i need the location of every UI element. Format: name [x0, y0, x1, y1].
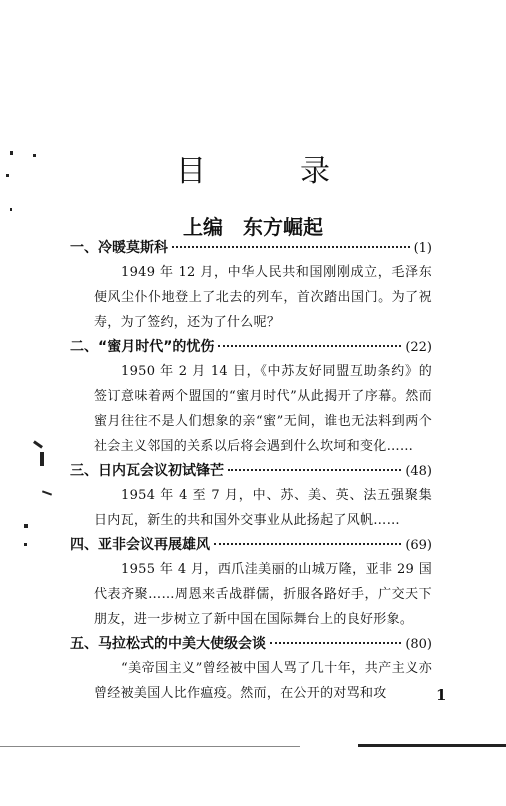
toc-entry — [70, 533, 432, 632]
toc-entry-summary: 1949 年 12 月，中华人民共和国刚刚成立，毛泽东便风尘仆仆地登上了北去的列车，首次踏出国门。为了祝寿，为了签约，还为了什么呢？ — [94, 265, 432, 330]
dot-leader — [172, 246, 410, 248]
toc-entry-number: 三、 — [70, 463, 98, 479]
table-of-contents — [70, 236, 432, 706]
toc-entry-title: 冷暖莫斯科 — [98, 240, 168, 256]
part-title: 上编 东方崛起 — [183, 215, 323, 239]
dot-leader — [218, 345, 401, 347]
toc-entry-heading — [70, 632, 432, 656]
footer-rule-left — [0, 746, 300, 747]
toc-entry-number: 五、 — [70, 636, 98, 652]
toc-entry — [70, 236, 432, 335]
scan-mark — [24, 524, 28, 528]
toc-entry-title: 马拉松式的中美大使级会谈 — [98, 636, 266, 652]
scan-mark — [33, 440, 43, 448]
toc-entry-title: 亚非会议再展雄风 — [98, 537, 210, 553]
toc-entry-title: 日内瓦会议初试锋芒 — [98, 463, 224, 479]
toc-entry-page: (48) — [405, 464, 432, 479]
toc-entry-heading — [70, 236, 432, 260]
toc-entry-summary: 1950 年 2 月 14 日，《中苏友好同盟互助条约》的签订意味着两个盟国的“蜜月时代”从此揭开了序幕。然而蜜月往往不是人们想象的亲“蜜”无间，谁也无法料到两个社会主义邻国的关系以后将会遇到什么坎坷和变化…… — [94, 364, 432, 454]
toc-entry-heading — [70, 533, 432, 557]
toc-entry-title: “蜜月时代”的忧伤 — [98, 339, 215, 355]
toc-entry — [70, 459, 432, 533]
footer-rule-right — [358, 744, 506, 747]
toc-entry-number: 四、 — [70, 537, 98, 553]
toc-entry-summary: “美帝国主义”曾经被中国人骂了几十年，共产主义亦曾经被美国人比作瘟疫。然而，在公开的对骂和攻 — [94, 661, 432, 701]
toc-entry-heading — [70, 335, 432, 359]
scan-mark — [42, 490, 52, 495]
toc-entry-page: (80) — [405, 637, 432, 652]
scan-mark — [40, 452, 44, 466]
toc-entry-summary: 1955 年 4 月，西爪洼美丽的山城万隆，亚非 29 国代表齐聚……周恩来舌战群儒，折服各路好手，广交天下朋友，进一步树立了新中国在国际舞台上的良好形象。 — [94, 562, 432, 627]
toc-entry-number: 二、 — [70, 339, 98, 355]
toc-entry-number: 一、 — [70, 240, 98, 256]
dot-leader — [228, 469, 401, 471]
toc-entry-page: (1) — [413, 241, 432, 256]
dot-leader — [214, 543, 401, 545]
toc-entry-page: (22) — [405, 340, 432, 355]
page-title: 目 录 — [176, 154, 362, 189]
toc-entry — [70, 632, 432, 706]
scan-mark — [24, 543, 27, 546]
toc-entry-heading — [70, 459, 432, 483]
toc-entry-summary: 1954 年 4 至 7 月，中、苏、美、英、法五强聚集日内瓦，新生的共和国外交事业从此扬起了风帆…… — [94, 488, 432, 528]
toc-entry — [70, 335, 432, 459]
page-number: 1 — [436, 686, 447, 704]
toc-entry-page: (69) — [405, 538, 432, 553]
dot-leader — [270, 642, 401, 644]
